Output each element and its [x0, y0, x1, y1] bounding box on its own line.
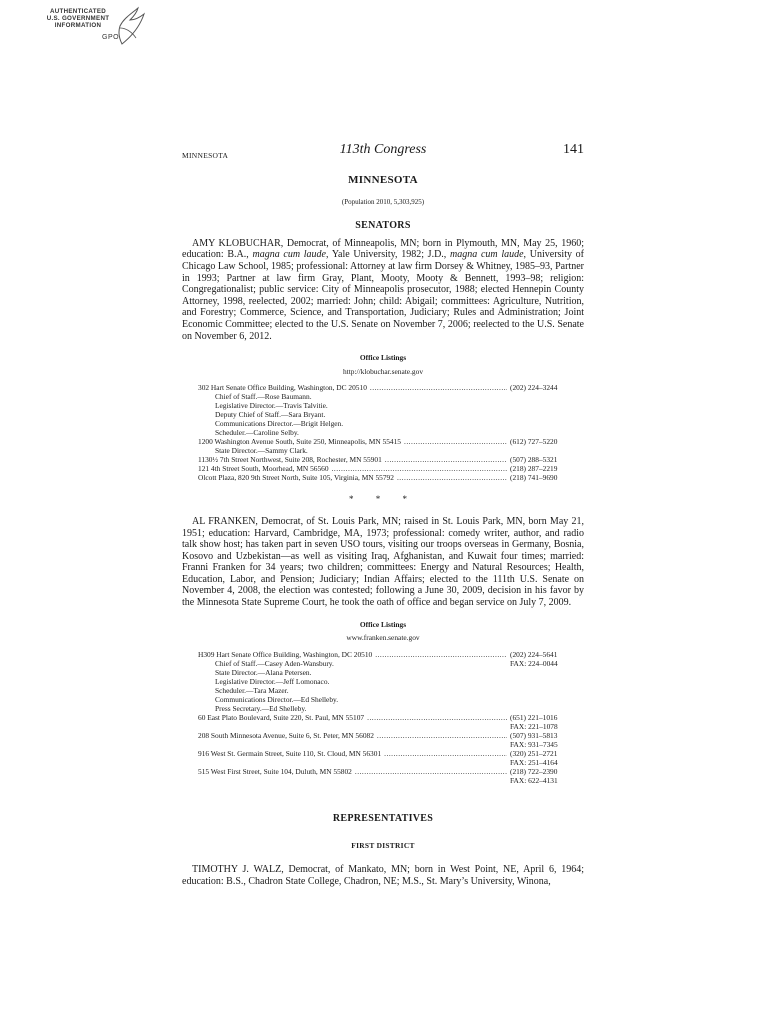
section-separator: * * *: [349, 494, 417, 505]
dot-leader: [384, 749, 507, 758]
dot-leader: [385, 455, 507, 464]
office-listing-row: [198, 713, 568, 722]
staff-member: Scheduler.—Tara Mazer.: [215, 685, 289, 695]
dot-leader: [397, 473, 507, 482]
dot-leader: [355, 767, 507, 776]
office-fax: FAX: 622–4131: [510, 775, 558, 785]
seal-line-3: INFORMATION: [54, 22, 102, 29]
first-district-heading: FIRST DISTRICT: [351, 841, 415, 851]
seal-line-2: U.S. GOVERNMENT: [46, 15, 110, 22]
office-address: 1200 Washington Avenue South, Suite 250, Minneapolis, MN 55415: [198, 437, 401, 447]
staff-member: Press Secretary.—Ed Shelleby.: [215, 703, 307, 713]
dot-leader: [404, 437, 507, 446]
office-address: 60 East Plato Boulevard, Suite 220, St. Paul, MN 55107: [198, 712, 365, 722]
running-head-congress: 113th Congress: [339, 142, 427, 157]
office-address: Olcott Plaza, 820 9th Street North, Suite 105, Virginia, MN 55792: [198, 473, 394, 483]
dot-leader: [375, 650, 507, 659]
dot-leader: [377, 731, 507, 740]
office-fax: FAX: 931–7345: [510, 739, 558, 749]
klobuchar-website-link[interactable]: http://klobuchar.senate.gov: [342, 366, 424, 376]
staff-member: Deputy Chief of Staff.—Sara Bryant.: [215, 410, 326, 420]
office-listing-row: [198, 455, 568, 464]
office-listing-row: [198, 650, 568, 659]
population-note: (Population 2010, 5,303,925): [341, 197, 425, 206]
office-address: 1130½ 7th Street Northwest, Suite 208, Rochester, MN 55901: [198, 455, 382, 465]
office-listing-row: [198, 767, 568, 776]
document-page: [182, 144, 584, 887]
dot-leader: [367, 713, 507, 722]
office-listing-row: [198, 437, 568, 446]
staff-member: Scheduler.—Caroline Selby.: [215, 428, 299, 438]
office-listing-row: [198, 473, 568, 482]
klobuchar-office-listings: [198, 383, 568, 482]
bio-text-run: AMY KLOBUCHAR, Democrat, of Minneapolis, MN; born in Plymouth, MN, May 25, 1960; education: B.A.,: [182, 237, 584, 261]
bio-text-run: , Yale University, 1982; J.D.,: [326, 249, 451, 261]
office-fax: FAX: 251–4164: [510, 757, 558, 767]
office-fax: FAX: 221–1078: [510, 721, 558, 731]
office-phone: (507) 288–5321: [510, 455, 558, 465]
office-address: 208 South Minnesota Avenue, Suite 6, St. Peter, MN 56082: [198, 730, 374, 740]
office-address: 302 Hart Senate Office Building, Washington, DC 20510: [198, 383, 367, 393]
staff-member: Communications Director.—Brigit Helgen.: [215, 419, 344, 429]
office-phone: (507) 931–5813: [510, 730, 558, 740]
staff-member: State Director.—Sammy Clark.: [215, 446, 308, 456]
bio-italic-run: magna cum laude: [450, 249, 524, 261]
staff-member: Legislative Director.—Jeff Lomonaco.: [215, 676, 330, 686]
running-head: [182, 144, 584, 164]
representatives-heading: REPRESENTATIVES: [332, 812, 434, 824]
office-address: H309 Hart Senate Office Building, Washington, DC 20510: [198, 649, 373, 659]
dot-leader: [332, 464, 507, 473]
office-phone: (202) 224–5641: [510, 649, 558, 659]
bio-text-run: , University of Chicago Law School, 1985; professional: Attorney at law firm Dorsey & Whitney, 1985–93, Partner in 1993; Partner at law firm Gray, Plant, Mooty, Mooty & Bennett, 1993–98; religion: Congregationalist; public service: City of Minneapolis prosecutor, 1988; elected Hennepin County Attorney, 1998, reelected, 2002; married: John; child: Abigail; committees: Agriculture, Nutrition, and Forestry; Commerce, Science, and Transportation, Judiciary; Rules and Administration; Joint Economic Committee; elected to the U.S. Senate on November 7, 2006; reelected to the U.S. Senate on November 6, 2012.: [182, 249, 585, 342]
franken-office-heading: Office Listings: [359, 619, 407, 629]
office-phone: (218) 287–2219: [510, 464, 558, 474]
page-number: 141: [563, 142, 584, 157]
senators-heading: SENATORS: [355, 220, 411, 232]
office-listing-row: [198, 749, 568, 758]
staff-member: Communications Director.—Ed Shelleby.: [215, 694, 339, 704]
office-address: 515 West First Street, Suite 104, Duluth, MN 55802: [198, 766, 352, 776]
walz-bio: TIMOTHY J. WALZ, Democrat, of Mankato, MN; born in West Point, NE, April 6, 1964; education: B.S., Chadron State College, Chadron, NE; M.S., St. Mary’s University, Winona,: [182, 864, 584, 887]
seal-line-1: AUTHENTICATED: [49, 8, 107, 15]
office-phone: (651) 221–1016: [510, 712, 558, 722]
staff-member: Chief of Staff.—Casey Aden-Wansbury.: [215, 658, 334, 668]
office-address: 121 4th Street South, Moorhead, MN 56560: [198, 464, 329, 474]
office-listing-row: [198, 731, 568, 740]
seal-gpo: GPO: [102, 34, 120, 41]
office-address: 916 West St. Germain Street, Suite 110, St. Cloud, MN 56301: [198, 748, 382, 758]
office-listing-row: [198, 383, 568, 392]
running-head-state: MINNESOTA: [182, 151, 229, 160]
office-phone: (218) 722–2390: [510, 766, 558, 776]
office-phone: (612) 727–5220: [510, 437, 558, 447]
office-phone: (218) 741–9690: [510, 473, 558, 483]
office-fax: FAX: 224–0044: [510, 658, 558, 668]
franken-office-listings: [198, 650, 568, 785]
office-phone: (320) 251–2721: [510, 748, 558, 758]
klobuchar-bio: [182, 238, 584, 342]
bio-italic-run: magna cum laude: [252, 249, 326, 261]
office-phone: (202) 224–3244: [510, 383, 558, 393]
office-listing-row: [198, 464, 568, 473]
klobuchar-office-heading: Office Listings: [359, 353, 407, 363]
gpo-authentication-seal: [36, 6, 156, 54]
dot-leader: [370, 383, 507, 392]
franken-bio: AL FRANKEN, Democrat, of St. Louis Park, MN; raised in St. Louis Park, MN, born May 21, 1951; education: Harvard, Cambridge, MA, 1973; professional: comedy writer, author, and radio talk show host; has taken part in seven USO tours, visiting our troops overseas in Germany, Bosnia, Kosovo and Uzbekistan—as well as visiting Iraq, Afghanistan, and Kuwait four times; married: Franni Franken for 34 years; two children; committees: Energy and Natural Resources; Health, Education, Labor, and Pension; Judiciary; Indian Affairs; elected to the 111th U.S. Senate on November 4, 2008, the election was contested; following a June 30, 2009, decision in his favor by the Minnesota State Supreme Court, he took the oath of office and began service on July 7, 2009.: [182, 515, 584, 609]
staff-member: Chief of Staff.—Rose Baumann.: [215, 392, 312, 402]
staff-member: Legislative Director.—Travis Talvitie.: [215, 401, 328, 411]
staff-member: State Director.—Alana Petersen.: [215, 667, 312, 677]
state-title: MINNESOTA: [348, 174, 418, 186]
franken-website-link[interactable]: www.franken.senate.gov: [346, 633, 420, 643]
